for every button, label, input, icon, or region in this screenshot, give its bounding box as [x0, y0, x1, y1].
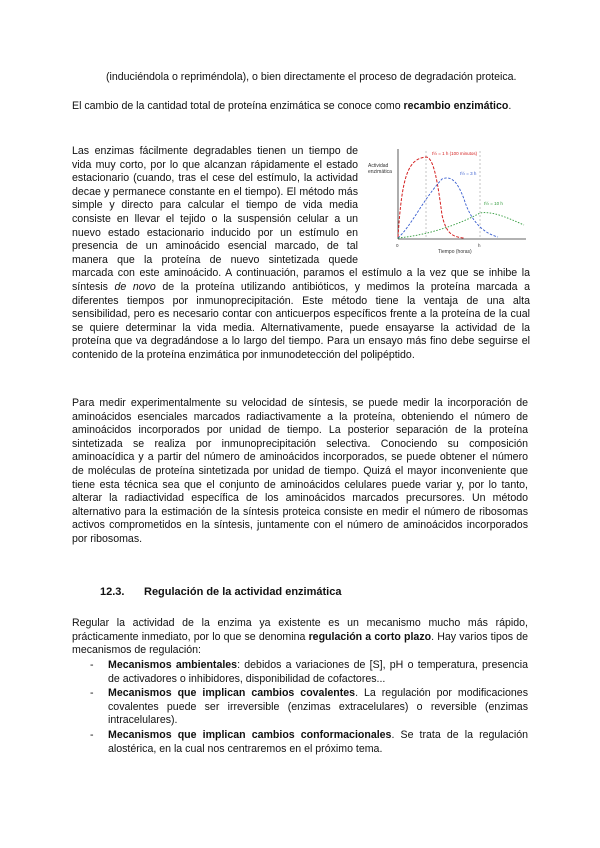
- figure-legend-1: t½ = 1 h (100 minutos): [432, 151, 478, 156]
- activity-time-plot: [368, 145, 530, 257]
- paragraph-recambio: El cambio de la cantidad total de proteína enzimática se conoce como recambio enzimático.: [72, 100, 512, 112]
- figure-curve-medium: [398, 178, 498, 238]
- activity-time-figure: [368, 145, 530, 257]
- figure-legend-2: t½ = 3 h: [460, 171, 477, 176]
- figure-ylabel-1: Actividad: [368, 163, 389, 169]
- figure-legend-3: t½ = 10 h: [484, 201, 503, 206]
- figure-curve-fast: [398, 157, 464, 238]
- figure-tick-0: 0: [396, 243, 399, 248]
- term-corto-plazo: regulación a corto plazo: [308, 630, 432, 643]
- figure-xlabel: Tiempo (horas): [438, 249, 472, 255]
- list-item: - Mecanismos ambientales: debidos a variaciones de [S], pH o temperatura, presencia de activadores o inhibidores, disponibilidad de cofactores...: [90, 659, 528, 685]
- paragraph-continuation: (induciéndola o repriméndola), o bien directamente el proceso de degradación proteica.: [106, 71, 517, 83]
- paragraph-regular: Regular la actividad de la enzima ya existente es un mecanismo mucho más rápido, prácticamente inmediato, por lo que se denomina regulación a corto plazo. Hay varios tipos de mecanismos de regulación:: [72, 617, 528, 657]
- term-de-novo: de novo: [114, 280, 156, 293]
- section-number: 12.3.: [100, 586, 125, 598]
- paragraph-vida-media: Actividad enzimática t½ = 1 h (100 minutos) t½ = 3 h t½ = 10 h 0 h Tiempo (horas) Las enzimas fácilmente degradables tienen un tiempo de vida muy corto, por lo que alcanzan rápidamente el estado estacionario (cuando, tras el cese del estímulo, la actividad decae y permanece constante en el tiempo). El método más simple y directo para calcular el tiempo de vida media consiste en llevar el tejido o la suspensión celular a un nuevo estado estacionario inducido por un estímulo en presencia de un aminoácido esencial marcado, de tal manera que la proteína de nuevo sintetizada quede marcada con este aminoácido. A continuación, paramos el estímulo a la vez que se inhibe la síntesis de novo de la proteína utilizando antibióticos, y medimos la proteína marcada a diferentes tiempos por inmunoprecipitación. Este método tiene la ventaja de una alta sensibilidad, pero es necesario contar con anticuerpos específicos frente a la proteína de la cual se quiere determinar la vida media. Alternativamente, puede ensayarse la actividad de la proteína que va degradándose a lo largo del tiempo. Para un ensayo más fino debe seguirse el contenido de la proteína enzimática por inmunodetección del polipéptido.: [72, 145, 531, 361]
- term-recambio: recambio enzimático: [403, 100, 509, 112]
- figure-curve-slow: [398, 213, 524, 238]
- figure-tick-end: h: [478, 243, 481, 248]
- list-item: - Mecanismos que implican cambios conformacionales. Se trata de la regulación alostérica, en la cual nos centraremos en el próximo tema.: [90, 728, 528, 755]
- mechanisms-list: [90, 659, 528, 757]
- list-item: - Mecanismos que implican cambios covalentes. La regulación por modificaciones covalentes puede ser irreversible (enzimas extracelulares) o reversible (enzimas intracelulares).: [90, 687, 528, 727]
- section-title: Regulación de la actividad enzimática: [144, 586, 342, 598]
- section-heading: [100, 586, 341, 600]
- figure-ylabel-2: enzimática: [368, 169, 392, 175]
- paragraph-sintesis: Para medir experimentalmente su velocidad de síntesis, se puede medir la incorporación de aminoácidos esenciales marcados radiactivamente a la proteína, obteniendo el número de aminoácidos incorporados por unidad de tiempo. La posterior separación de la proteína sintetizada se realiza por inmunoprecipitación selectiva. Conociendo su composición aminoacídica y a partir del número de aminoácidos incorporados, se puede obtener el número de moléculas de proteína sintetizada por unidad de tiempo. Quizá el mayor inconveniente que tiene esta técnica sea que el conjunto de aminoácidos celulares puede variar y, por lo tanto, alterar la radiactividad específica de los aminoácidos marcados precursores. Un método alternativo para la estimación de la síntesis proteica consiste en medir el número de ribosomas activos comprometidos en la síntesis, juntamente con el número de aminoácidos incorporados por ribosomas.: [72, 397, 528, 545]
